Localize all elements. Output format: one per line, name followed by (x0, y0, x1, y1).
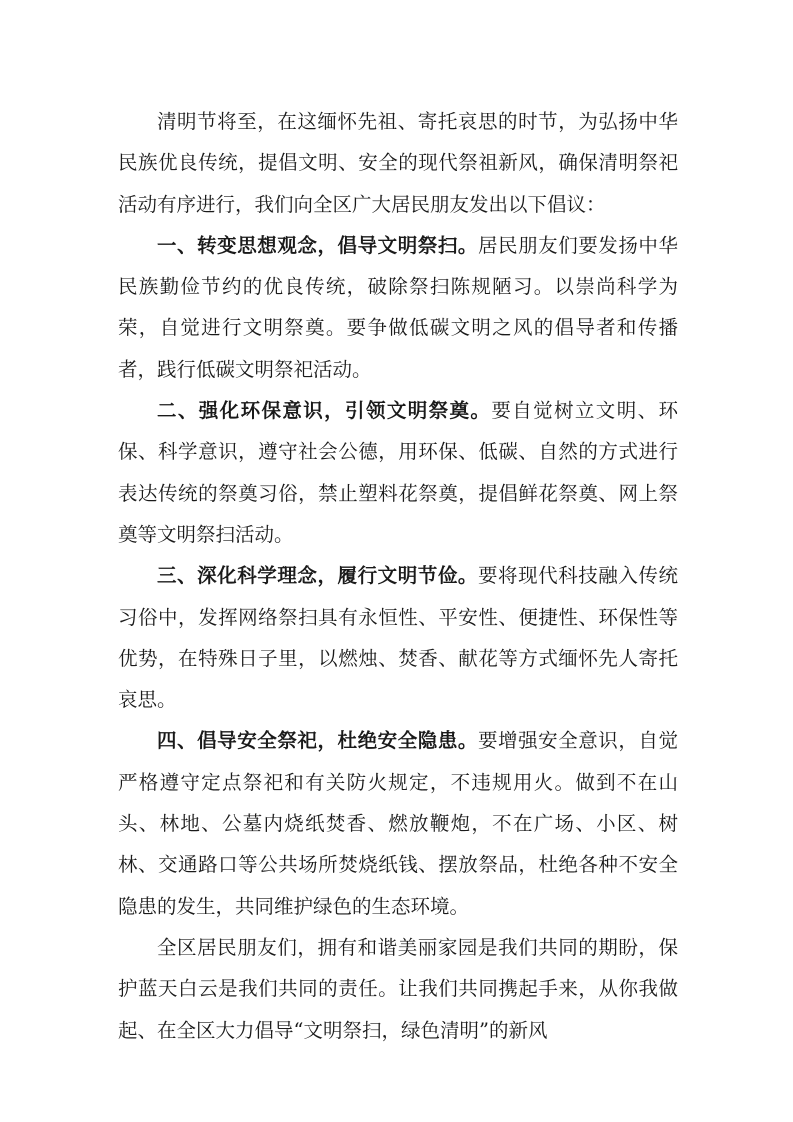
intro-paragraph (118, 101, 678, 225)
proposal-paragraph-1 (118, 225, 678, 390)
proposal-paragraph-3 (118, 555, 678, 720)
paragraph-text: 要自觉树立文明、环保、科学意识，遵守社会公德，用环保、低碳、自然的方式进行表达传统的祭奠习俗，禁止塑料花祭奠，提倡鲜花祭奠、网上祭奠等文明祭扫活动。 (118, 399, 678, 546)
paragraph-heading: 四、倡导安全祭祀，杜绝安全隐患。 (157, 729, 478, 753)
paragraph-text: 清明节将至，在这缅怀先祖、寄托哀思的时节，为弘扬中华民族优良传统，提倡文明、安全的现代祭祖新风，确保清明祭祀活动有序进行，我们向全区广大居民朋友发出以下倡议： (118, 110, 678, 216)
paragraph-heading: 一、转变思想观念，倡导文明祭扫。 (157, 233, 478, 257)
proposal-paragraph-2 (118, 390, 678, 555)
proposal-paragraph-4 (118, 720, 678, 926)
paragraph-heading: 三、深化科学理念，履行文明节俭。 (157, 564, 478, 588)
closing-paragraph (118, 927, 678, 1051)
paragraph-heading: 二、强化环保意识，引领文明祭奠。 (157, 399, 492, 423)
document-body (118, 101, 678, 1051)
paragraph-text: 要增强安全意识，自觉严格遵守定点祭祀和有关防火规定，不违规用火。做到不在山头、林地、公墓内烧纸焚香、燃放鞭炮，不在广场、小区、树林、交通路口等公共场所焚烧纸钱、摆放祭品，杜绝各种不安全隐患的发生，共同维护绿色的生态环境。 (118, 729, 678, 918)
paragraph-text: 居民朋友们要发扬中华民族勤俭节约的优良传统，破除祭扫陈规陋习。以崇尚科学为荣，自觉进行文明祭奠。要争做低碳文明之风的倡导者和传播者，践行低碳文明祭祀活动。 (118, 233, 678, 381)
paragraph-text: 全区居民朋友们，拥有和谐美丽家园是我们共同的期盼，保护蓝天白云是我们共同的责任。让我们共同携起手来，从你我做起、在全区大力倡导“文明祭扫，绿色清明”的新风 (118, 935, 678, 1042)
paragraph-text: 要将现代科技融入传统习俗中，发挥网络祭扫具有永恒性、平安性、便捷性、环保性等优势，在特殊日子里，以燃烛、焚香、献花等方式缅怀先人寄托哀思。 (118, 564, 678, 712)
